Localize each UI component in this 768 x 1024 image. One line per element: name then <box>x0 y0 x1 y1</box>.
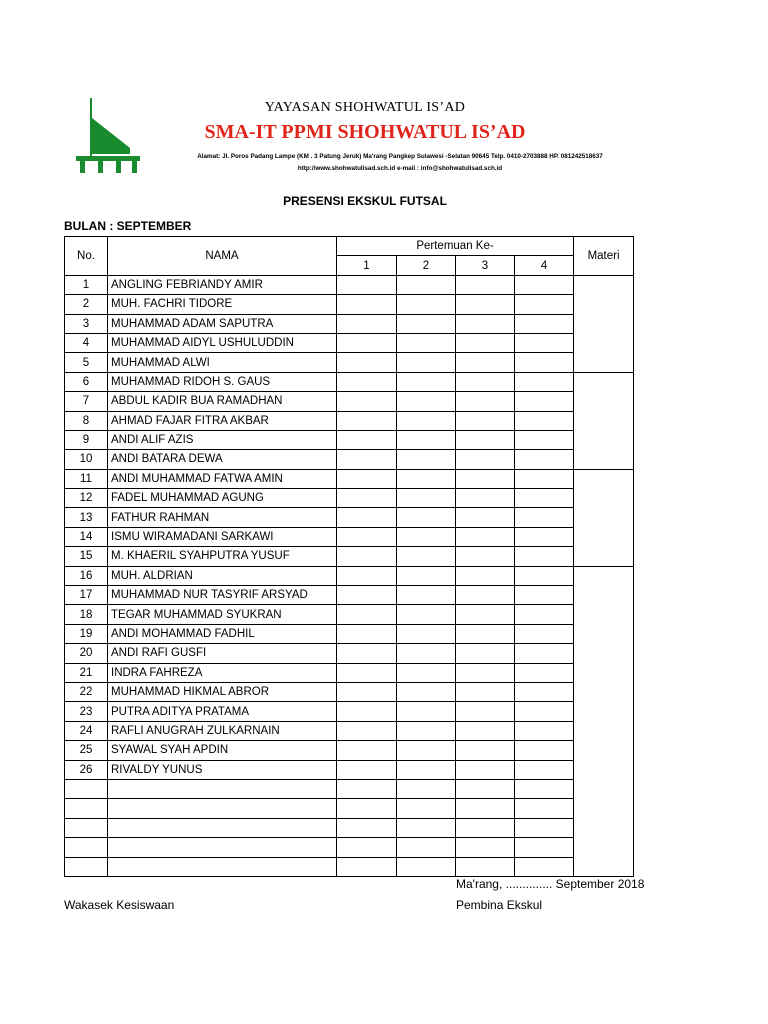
school-logo-icon <box>72 96 144 176</box>
table-row <box>65 644 634 663</box>
attendance-cell-3[interactable] <box>456 779 515 798</box>
row-number <box>65 818 108 837</box>
row-number: 1 <box>65 275 108 294</box>
table-row <box>65 624 634 643</box>
student-name: MUHAMMAD ADAM SAPUTRA <box>108 314 337 333</box>
attendance-cell-4[interactable] <box>515 857 574 876</box>
attendance-cell-2[interactable] <box>397 605 456 624</box>
attendance-cell-1[interactable] <box>337 392 397 411</box>
student-name: M. KHAERIL SYAHPUTRA YUSUF <box>108 547 337 566</box>
student-name: MUH. ALDRIAN <box>108 566 337 585</box>
attendance-cell-2[interactable] <box>397 663 456 682</box>
attendance-cell-4[interactable] <box>515 333 574 352</box>
attendance-cell-4[interactable] <box>515 547 574 566</box>
table-row <box>65 430 634 449</box>
school-name: SMA-IT PPMI SHOHWATUL IS’AD <box>204 121 526 143</box>
table-row <box>65 547 634 566</box>
attendance-cell-1[interactable] <box>337 275 397 294</box>
student-name: ANDI MUHAMMAD FATWA AMIN <box>108 469 337 488</box>
row-number: 10 <box>65 450 108 469</box>
attendance-cell-1[interactable] <box>337 489 397 508</box>
table-row <box>65 508 634 527</box>
attendance-cell-1[interactable] <box>337 721 397 740</box>
attendance-cell-2[interactable] <box>397 314 456 333</box>
header-meeting-3: 3 <box>456 256 515 275</box>
student-name: ANDI MOHAMMAD FADHIL <box>108 624 337 643</box>
student-name: INDRA FAHREZA <box>108 663 337 682</box>
attendance-cell-4[interactable] <box>515 392 574 411</box>
table-row <box>65 295 634 314</box>
attendance-cell-2[interactable] <box>397 392 456 411</box>
row-number: 22 <box>65 682 108 701</box>
attendance-cell-4[interactable] <box>515 527 574 546</box>
attendance-cell-1[interactable] <box>337 605 397 624</box>
row-number: 17 <box>65 586 108 605</box>
header-meeting-4: 4 <box>515 256 574 275</box>
student-name: ISMU WIRAMADANI SARKAWI <box>108 527 337 546</box>
row-number: 2 <box>65 295 108 314</box>
table-row <box>65 353 634 372</box>
table-row <box>65 489 634 508</box>
attendance-cell-1[interactable] <box>337 857 397 876</box>
table-row <box>65 411 634 430</box>
attendance-cell-1[interactable] <box>337 663 397 682</box>
table-row <box>65 799 634 818</box>
attendance-cell-1[interactable] <box>337 469 397 488</box>
attendance-cell-2[interactable] <box>397 760 456 779</box>
row-number: 14 <box>65 527 108 546</box>
attendance-cell-4[interactable] <box>515 372 574 391</box>
row-number <box>65 799 108 818</box>
attendance-cell-3[interactable] <box>456 702 515 721</box>
attendance-cell-2[interactable] <box>397 682 456 701</box>
attendance-cell-3[interactable] <box>456 799 515 818</box>
attendance-cell-4[interactable] <box>515 721 574 740</box>
attendance-cell-3[interactable] <box>456 760 515 779</box>
attendance-cell-2[interactable] <box>397 295 456 314</box>
student-name: RAFLI ANUGRAH ZULKARNAIN <box>108 721 337 740</box>
header-material: Materi <box>574 237 634 276</box>
row-number: 8 <box>65 411 108 430</box>
attendance-cell-3[interactable] <box>456 469 515 488</box>
attendance-cell-4[interactable] <box>515 605 574 624</box>
attendance-cell-1[interactable] <box>337 624 397 643</box>
table-row <box>65 663 634 682</box>
row-number: 6 <box>65 372 108 391</box>
attendance-cell-3[interactable] <box>456 566 515 585</box>
place-date: Ma'rang, .............. September 2018 <box>456 877 645 891</box>
row-number <box>65 779 108 798</box>
table-row <box>65 818 634 837</box>
table-row <box>65 721 634 740</box>
table-row <box>65 838 634 857</box>
attendance-cell-3[interactable] <box>456 411 515 430</box>
school-address: Alamat: Jl. Poros Padang Lampe (KM . 3 Patung Jeruk) Ma'rang Pangkep Sulawesi -Selatan 90645 Telp. 0410-2703888 HP. 081242518637 <box>197 153 603 160</box>
foundation-name: YAYASAN SHOHWATUL IS’AD <box>264 100 466 115</box>
student-name: FADEL MUHAMMAD AGUNG <box>108 489 337 508</box>
student-name: TEGAR MUHAMMAD SYUKRAN <box>108 605 337 624</box>
attendance-cell-2[interactable] <box>397 838 456 857</box>
attendance-cell-4[interactable] <box>515 508 574 527</box>
student-name: AHMAD FAJAR FITRA AKBAR <box>108 411 337 430</box>
table-row <box>65 605 634 624</box>
attendance-cell-1[interactable] <box>337 779 397 798</box>
attendance-cell-4[interactable] <box>515 741 574 760</box>
attendance-cell-2[interactable] <box>397 818 456 837</box>
row-number: 13 <box>65 508 108 527</box>
attendance-cell-1[interactable] <box>337 314 397 333</box>
attendance-cell-4[interactable] <box>515 353 574 372</box>
row-number: 16 <box>65 566 108 585</box>
attendance-cell-3[interactable] <box>456 295 515 314</box>
header-name: NAMA <box>108 237 337 276</box>
attendance-cell-2[interactable] <box>397 624 456 643</box>
attendance-cell-3[interactable] <box>456 527 515 546</box>
attendance-cell-3[interactable] <box>456 450 515 469</box>
attendance-cell-2[interactable] <box>397 799 456 818</box>
attendance-cell-3[interactable] <box>456 644 515 663</box>
attendance-cell-1[interactable] <box>337 450 397 469</box>
attendance-cell-4[interactable] <box>515 624 574 643</box>
row-number: 9 <box>65 430 108 449</box>
table-row <box>65 779 634 798</box>
student-name: MUH. FACHRI TIDORE <box>108 295 337 314</box>
student-name <box>108 838 337 857</box>
row-number: 12 <box>65 489 108 508</box>
attendance-cell-2[interactable] <box>397 644 456 663</box>
attendance-cell-4[interactable] <box>515 295 574 314</box>
attendance-cell-2[interactable] <box>397 566 456 585</box>
attendance-cell-1[interactable] <box>337 372 397 391</box>
attendance-cell-2[interactable] <box>397 508 456 527</box>
attendance-table <box>64 236 634 877</box>
student-name: ANDI BATARA DEWA <box>108 450 337 469</box>
row-number: 7 <box>65 392 108 411</box>
material-cell[interactable] <box>574 566 634 876</box>
attendance-cell-1[interactable] <box>337 644 397 663</box>
attendance-cell-4[interactable] <box>515 760 574 779</box>
attendance-cell-2[interactable] <box>397 586 456 605</box>
attendance-cell-4[interactable] <box>515 450 574 469</box>
attendance-cell-3[interactable] <box>456 333 515 352</box>
attendance-cell-3[interactable] <box>456 818 515 837</box>
attendance-cell-1[interactable] <box>337 799 397 818</box>
attendance-cell-3[interactable] <box>456 857 515 876</box>
attendance-cell-2[interactable] <box>397 353 456 372</box>
attendance-cell-3[interactable] <box>456 741 515 760</box>
student-name: ANDI ALIF AZIS <box>108 430 337 449</box>
attendance-cell-3[interactable] <box>456 353 515 372</box>
row-number: 24 <box>65 721 108 740</box>
header-meeting-1: 1 <box>337 256 397 275</box>
student-name <box>108 779 337 798</box>
attendance-cell-1[interactable] <box>337 411 397 430</box>
attendance-cell-1[interactable] <box>337 353 397 372</box>
table-row <box>65 450 634 469</box>
row-number <box>65 857 108 876</box>
month-label: BULAN : SEPTEMBER <box>64 219 192 233</box>
student-name: MUHAMMAD ALWI <box>108 353 337 372</box>
attendance-cell-4[interactable] <box>515 566 574 585</box>
student-name <box>108 857 337 876</box>
attendance-cell-2[interactable] <box>397 469 456 488</box>
header-meeting: Pertemuan Ke- <box>337 237 574 256</box>
attendance-cell-4[interactable] <box>515 779 574 798</box>
attendance-cell-3[interactable] <box>456 586 515 605</box>
row-number: 3 <box>65 314 108 333</box>
row-number: 11 <box>65 469 108 488</box>
attendance-cell-3[interactable] <box>456 624 515 643</box>
attendance-cell-4[interactable] <box>515 586 574 605</box>
attendance-cell-2[interactable] <box>397 372 456 391</box>
student-name: SYAWAL SYAH APDIN <box>108 741 337 760</box>
attendance-cell-2[interactable] <box>397 721 456 740</box>
student-name: MUHAMMAD HIKMAL ABROR <box>108 682 337 701</box>
attendance-cell-2[interactable] <box>397 489 456 508</box>
attendance-cell-3[interactable] <box>456 489 515 508</box>
attendance-cell-4[interactable] <box>515 430 574 449</box>
table-row <box>65 333 634 352</box>
attendance-cell-1[interactable] <box>337 295 397 314</box>
material-cell[interactable] <box>574 275 634 372</box>
attendance-cell-3[interactable] <box>456 721 515 740</box>
attendance-cell-2[interactable] <box>397 702 456 721</box>
attendance-cell-4[interactable] <box>515 838 574 857</box>
attendance-cell-2[interactable] <box>397 857 456 876</box>
attendance-cell-3[interactable] <box>456 430 515 449</box>
attendance-cell-1[interactable] <box>337 838 397 857</box>
attendance-cell-1[interactable] <box>337 430 397 449</box>
attendance-cell-2[interactable] <box>397 333 456 352</box>
table-row <box>65 275 634 294</box>
attendance-cell-4[interactable] <box>515 469 574 488</box>
table-row <box>65 682 634 701</box>
attendance-cell-2[interactable] <box>397 450 456 469</box>
table-row <box>65 741 634 760</box>
attendance-cell-2[interactable] <box>397 275 456 294</box>
attendance-cell-3[interactable] <box>456 605 515 624</box>
header-no: No. <box>65 237 108 276</box>
material-cell[interactable] <box>574 469 634 566</box>
attendance-cell-3[interactable] <box>456 663 515 682</box>
table-row <box>65 314 634 333</box>
header-meeting-2: 2 <box>397 256 456 275</box>
student-name: ANDI RAFI GUSFI <box>108 644 337 663</box>
attendance-cell-3[interactable] <box>456 508 515 527</box>
table-row <box>65 857 634 876</box>
row-number: 21 <box>65 663 108 682</box>
attendance-cell-4[interactable] <box>515 702 574 721</box>
document-title: PRESENSI EKSKUL FUTSAL <box>283 194 447 208</box>
table-row <box>65 566 634 585</box>
attendance-cell-4[interactable] <box>515 314 574 333</box>
attendance-cell-4[interactable] <box>515 275 574 294</box>
table-row <box>65 392 634 411</box>
left-signer: Wakasek Kesiswaan <box>64 898 175 912</box>
attendance-cell-1[interactable] <box>337 818 397 837</box>
student-name: FATHUR RAHMAN <box>108 508 337 527</box>
attendance-cell-1[interactable] <box>337 702 397 721</box>
school-website-email: http://www.shohwatulisad.sch.id e-mail : info@shohwatulisad.sch.id <box>297 165 503 172</box>
attendance-cell-4[interactable] <box>515 682 574 701</box>
material-cell[interactable] <box>574 372 634 469</box>
row-number: 25 <box>65 741 108 760</box>
row-number: 19 <box>65 624 108 643</box>
attendance-cell-1[interactable] <box>337 741 397 760</box>
row-number: 4 <box>65 333 108 352</box>
student-name: RIVALDY YUNUS <box>108 760 337 779</box>
student-name: MUHAMMAD AIDYL USHULUDDIN <box>108 333 337 352</box>
attendance-cell-1[interactable] <box>337 547 397 566</box>
attendance-cell-3[interactable] <box>456 392 515 411</box>
table-row <box>65 527 634 546</box>
table-row <box>65 469 634 488</box>
attendance-cell-2[interactable] <box>397 527 456 546</box>
student-name <box>108 818 337 837</box>
attendance-cell-3[interactable] <box>456 547 515 566</box>
row-number: 23 <box>65 702 108 721</box>
attendance-cell-3[interactable] <box>456 372 515 391</box>
attendance-cell-4[interactable] <box>515 818 574 837</box>
row-number: 20 <box>65 644 108 663</box>
attendance-cell-1[interactable] <box>337 333 397 352</box>
attendance-cell-2[interactable] <box>397 411 456 430</box>
attendance-cell-1[interactable] <box>337 760 397 779</box>
student-name: ABDUL KADIR BUA RAMADHAN <box>108 392 337 411</box>
attendance-cell-4[interactable] <box>515 489 574 508</box>
attendance-cell-3[interactable] <box>456 314 515 333</box>
attendance-cell-4[interactable] <box>515 411 574 430</box>
student-name: ANGLING FEBRIANDY AMIR <box>108 275 337 294</box>
row-number: 18 <box>65 605 108 624</box>
table-row <box>65 760 634 779</box>
row-number: 15 <box>65 547 108 566</box>
attendance-cell-3[interactable] <box>456 275 515 294</box>
attendance-cell-2[interactable] <box>397 779 456 798</box>
attendance-cell-4[interactable] <box>515 663 574 682</box>
attendance-cell-1[interactable] <box>337 566 397 585</box>
student-name: MUHAMMAD NUR TASYRIF ARSYAD <box>108 586 337 605</box>
row-number: 26 <box>65 760 108 779</box>
attendance-cell-2[interactable] <box>397 741 456 760</box>
row-number <box>65 838 108 857</box>
table-row <box>65 702 634 721</box>
attendance-cell-1[interactable] <box>337 527 397 546</box>
table-row <box>65 372 634 391</box>
attendance-cell-1[interactable] <box>337 508 397 527</box>
student-name: PUTRA ADITYA PRATAMA <box>108 702 337 721</box>
attendance-cell-3[interactable] <box>456 838 515 857</box>
attendance-cell-2[interactable] <box>397 430 456 449</box>
attendance-cell-3[interactable] <box>456 682 515 701</box>
attendance-cell-2[interactable] <box>397 547 456 566</box>
student-name: MUHAMMAD RIDOH S. GAUS <box>108 372 337 391</box>
attendance-cell-4[interactable] <box>515 644 574 663</box>
table-row <box>65 586 634 605</box>
attendance-cell-1[interactable] <box>337 682 397 701</box>
student-name <box>108 799 337 818</box>
attendance-cell-1[interactable] <box>337 586 397 605</box>
right-signer: Pembina Ekskul <box>456 898 543 912</box>
attendance-cell-4[interactable] <box>515 799 574 818</box>
row-number: 5 <box>65 353 108 372</box>
